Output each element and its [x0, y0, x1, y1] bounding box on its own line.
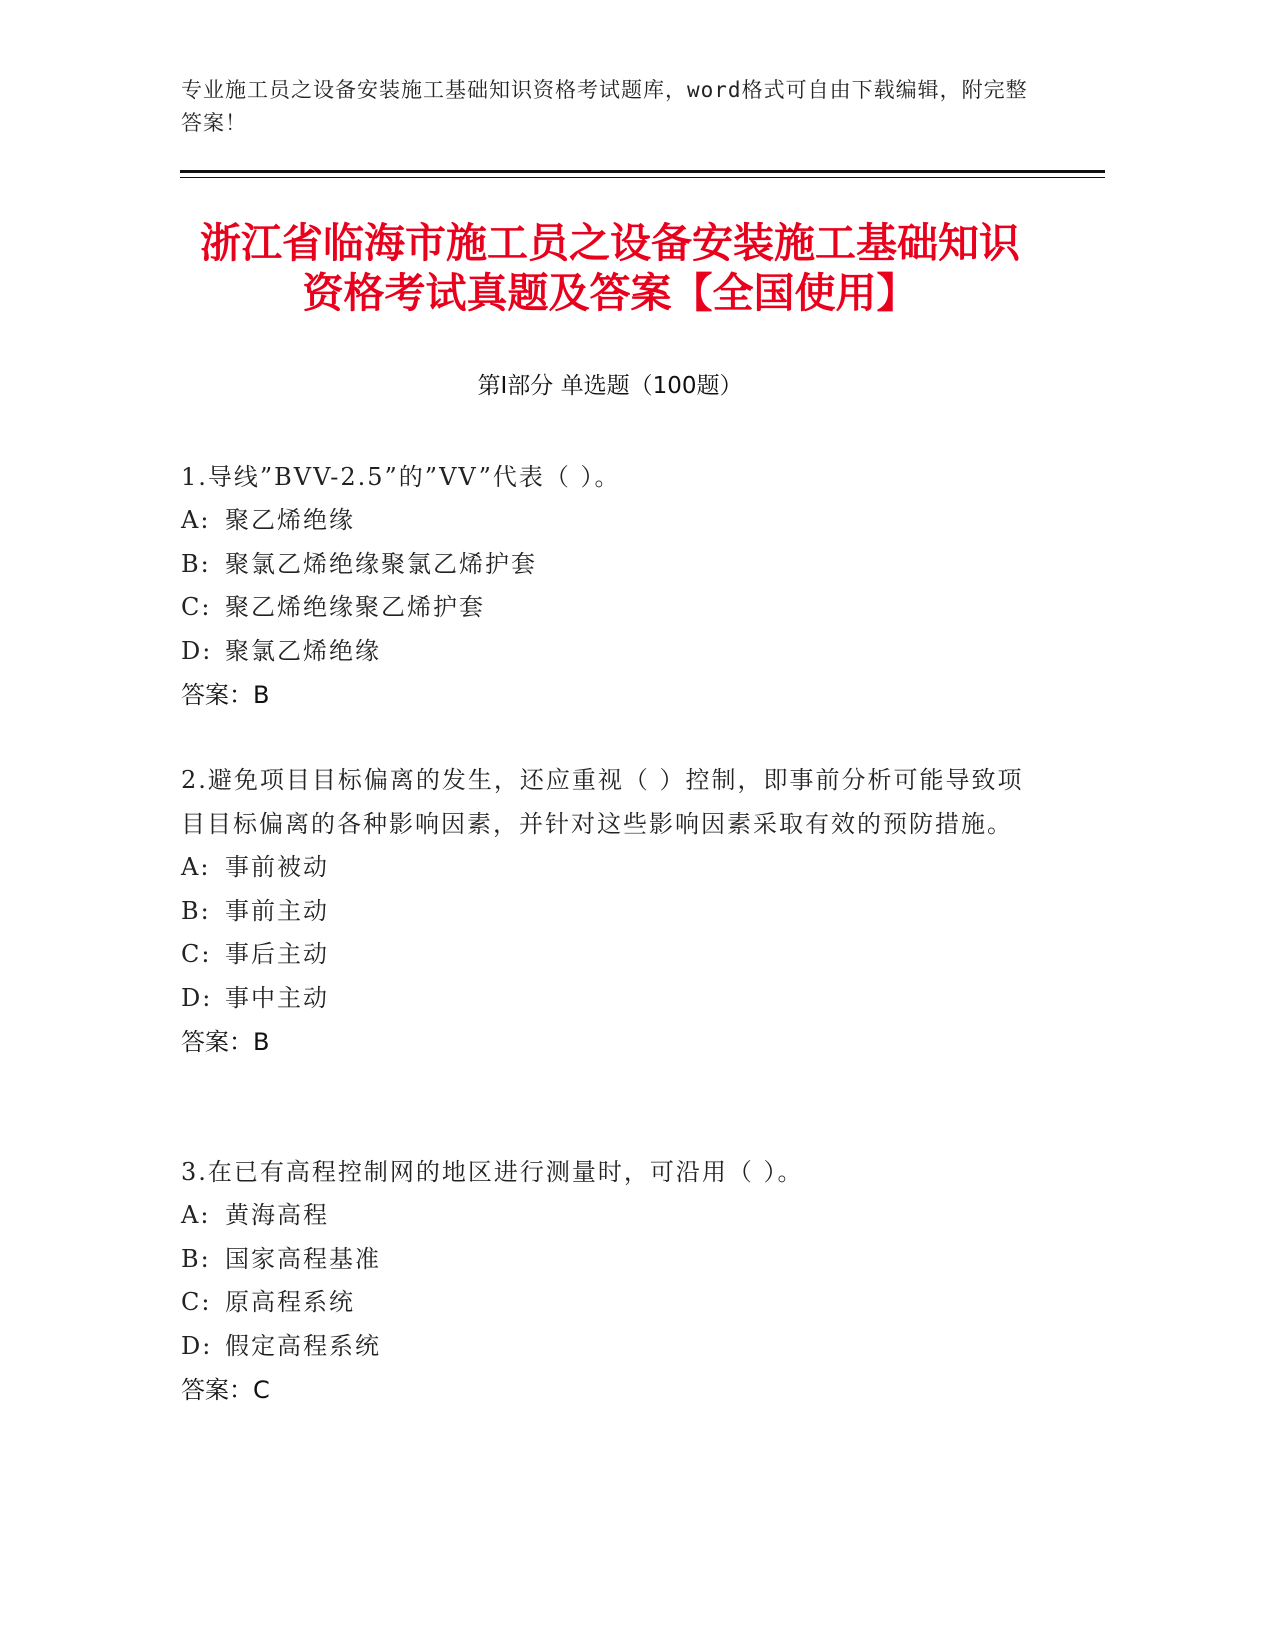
option-text: 事前被动	[225, 853, 329, 881]
option-key: A:	[181, 853, 211, 881]
question-stem: 2.避免项目目标偏离的发生，还应重视（ ）控制，即事前分析可能导致项目目标偏离的各种影响因素，并针对这些影响因素采取有效的预防措施。	[181, 766, 1024, 838]
option-key: C:	[181, 940, 212, 968]
option-b	[181, 890, 1041, 934]
option-a	[181, 1194, 1041, 1238]
option-text: 聚氯乙烯绝缘聚氯乙烯护套	[225, 549, 537, 578]
question-2	[181, 758, 1041, 1064]
option-key: D:	[181, 636, 213, 665]
option-text: 黄海高程	[225, 1201, 329, 1229]
option-text: 事后主动	[225, 940, 329, 968]
option-text: 假定高程系统	[225, 1331, 381, 1360]
option-c	[181, 933, 1041, 977]
option-key: C:	[181, 1288, 212, 1316]
option-a	[181, 846, 1041, 890]
question-stem: 1.导线”BVV-2.5”的”VV”代表（ ）。	[181, 463, 621, 491]
answer-line	[181, 1020, 1041, 1064]
answer-value: B	[253, 681, 270, 709]
question-1	[181, 455, 1041, 717]
answer-value: C	[253, 1376, 270, 1404]
option-key: B:	[181, 1244, 211, 1273]
option-d	[181, 977, 1041, 1021]
option-d	[181, 1325, 1041, 1369]
header-rule-thin	[180, 177, 1105, 178]
option-c	[181, 586, 1041, 630]
option-text: 聚乙烯绝缘	[225, 506, 355, 534]
option-b	[181, 1238, 1041, 1282]
answer-label: 答案：	[181, 681, 253, 709]
option-key: C:	[181, 593, 212, 621]
option-c	[181, 1281, 1041, 1325]
question-stem: 3.在已有高程控制网的地区进行测量时，可沿用（ ）。	[181, 1158, 804, 1186]
option-a	[181, 499, 1041, 543]
option-key: B:	[181, 549, 211, 578]
option-key: B:	[181, 896, 211, 925]
answer-label: 答案：	[181, 1028, 253, 1056]
option-d	[181, 630, 1041, 674]
option-key: D:	[181, 983, 213, 1012]
option-b	[181, 543, 1041, 587]
option-key: A:	[181, 1201, 211, 1229]
answer-line	[181, 673, 1041, 717]
answer-value: B	[253, 1028, 270, 1056]
option-key: D:	[181, 1331, 213, 1360]
question-3	[181, 1150, 1041, 1412]
option-text: 事中主动	[225, 983, 329, 1012]
option-text: 原高程系统	[225, 1288, 355, 1316]
document-title: 浙江省临海市施工员之设备安装施工基础知识资格考试真题及答案【全国使用】	[200, 219, 1020, 317]
option-key: A:	[181, 506, 211, 534]
option-text: 聚乙烯绝缘聚乙烯护套	[225, 593, 485, 621]
section-title: 第Ⅰ部分 单选题（100题）	[477, 373, 743, 399]
answer-label: 答案：	[181, 1376, 253, 1404]
option-text: 国家高程基准	[225, 1244, 381, 1273]
header-rule-thick	[180, 170, 1105, 173]
option-text: 事前主动	[225, 896, 329, 925]
answer-line	[181, 1368, 1041, 1412]
header-note: 专业施工员之设备安装施工基础知识资格考试题库，word格式可自由下载编辑，附完整答案！	[181, 78, 1028, 135]
option-text: 聚氯乙烯绝缘	[225, 636, 381, 665]
